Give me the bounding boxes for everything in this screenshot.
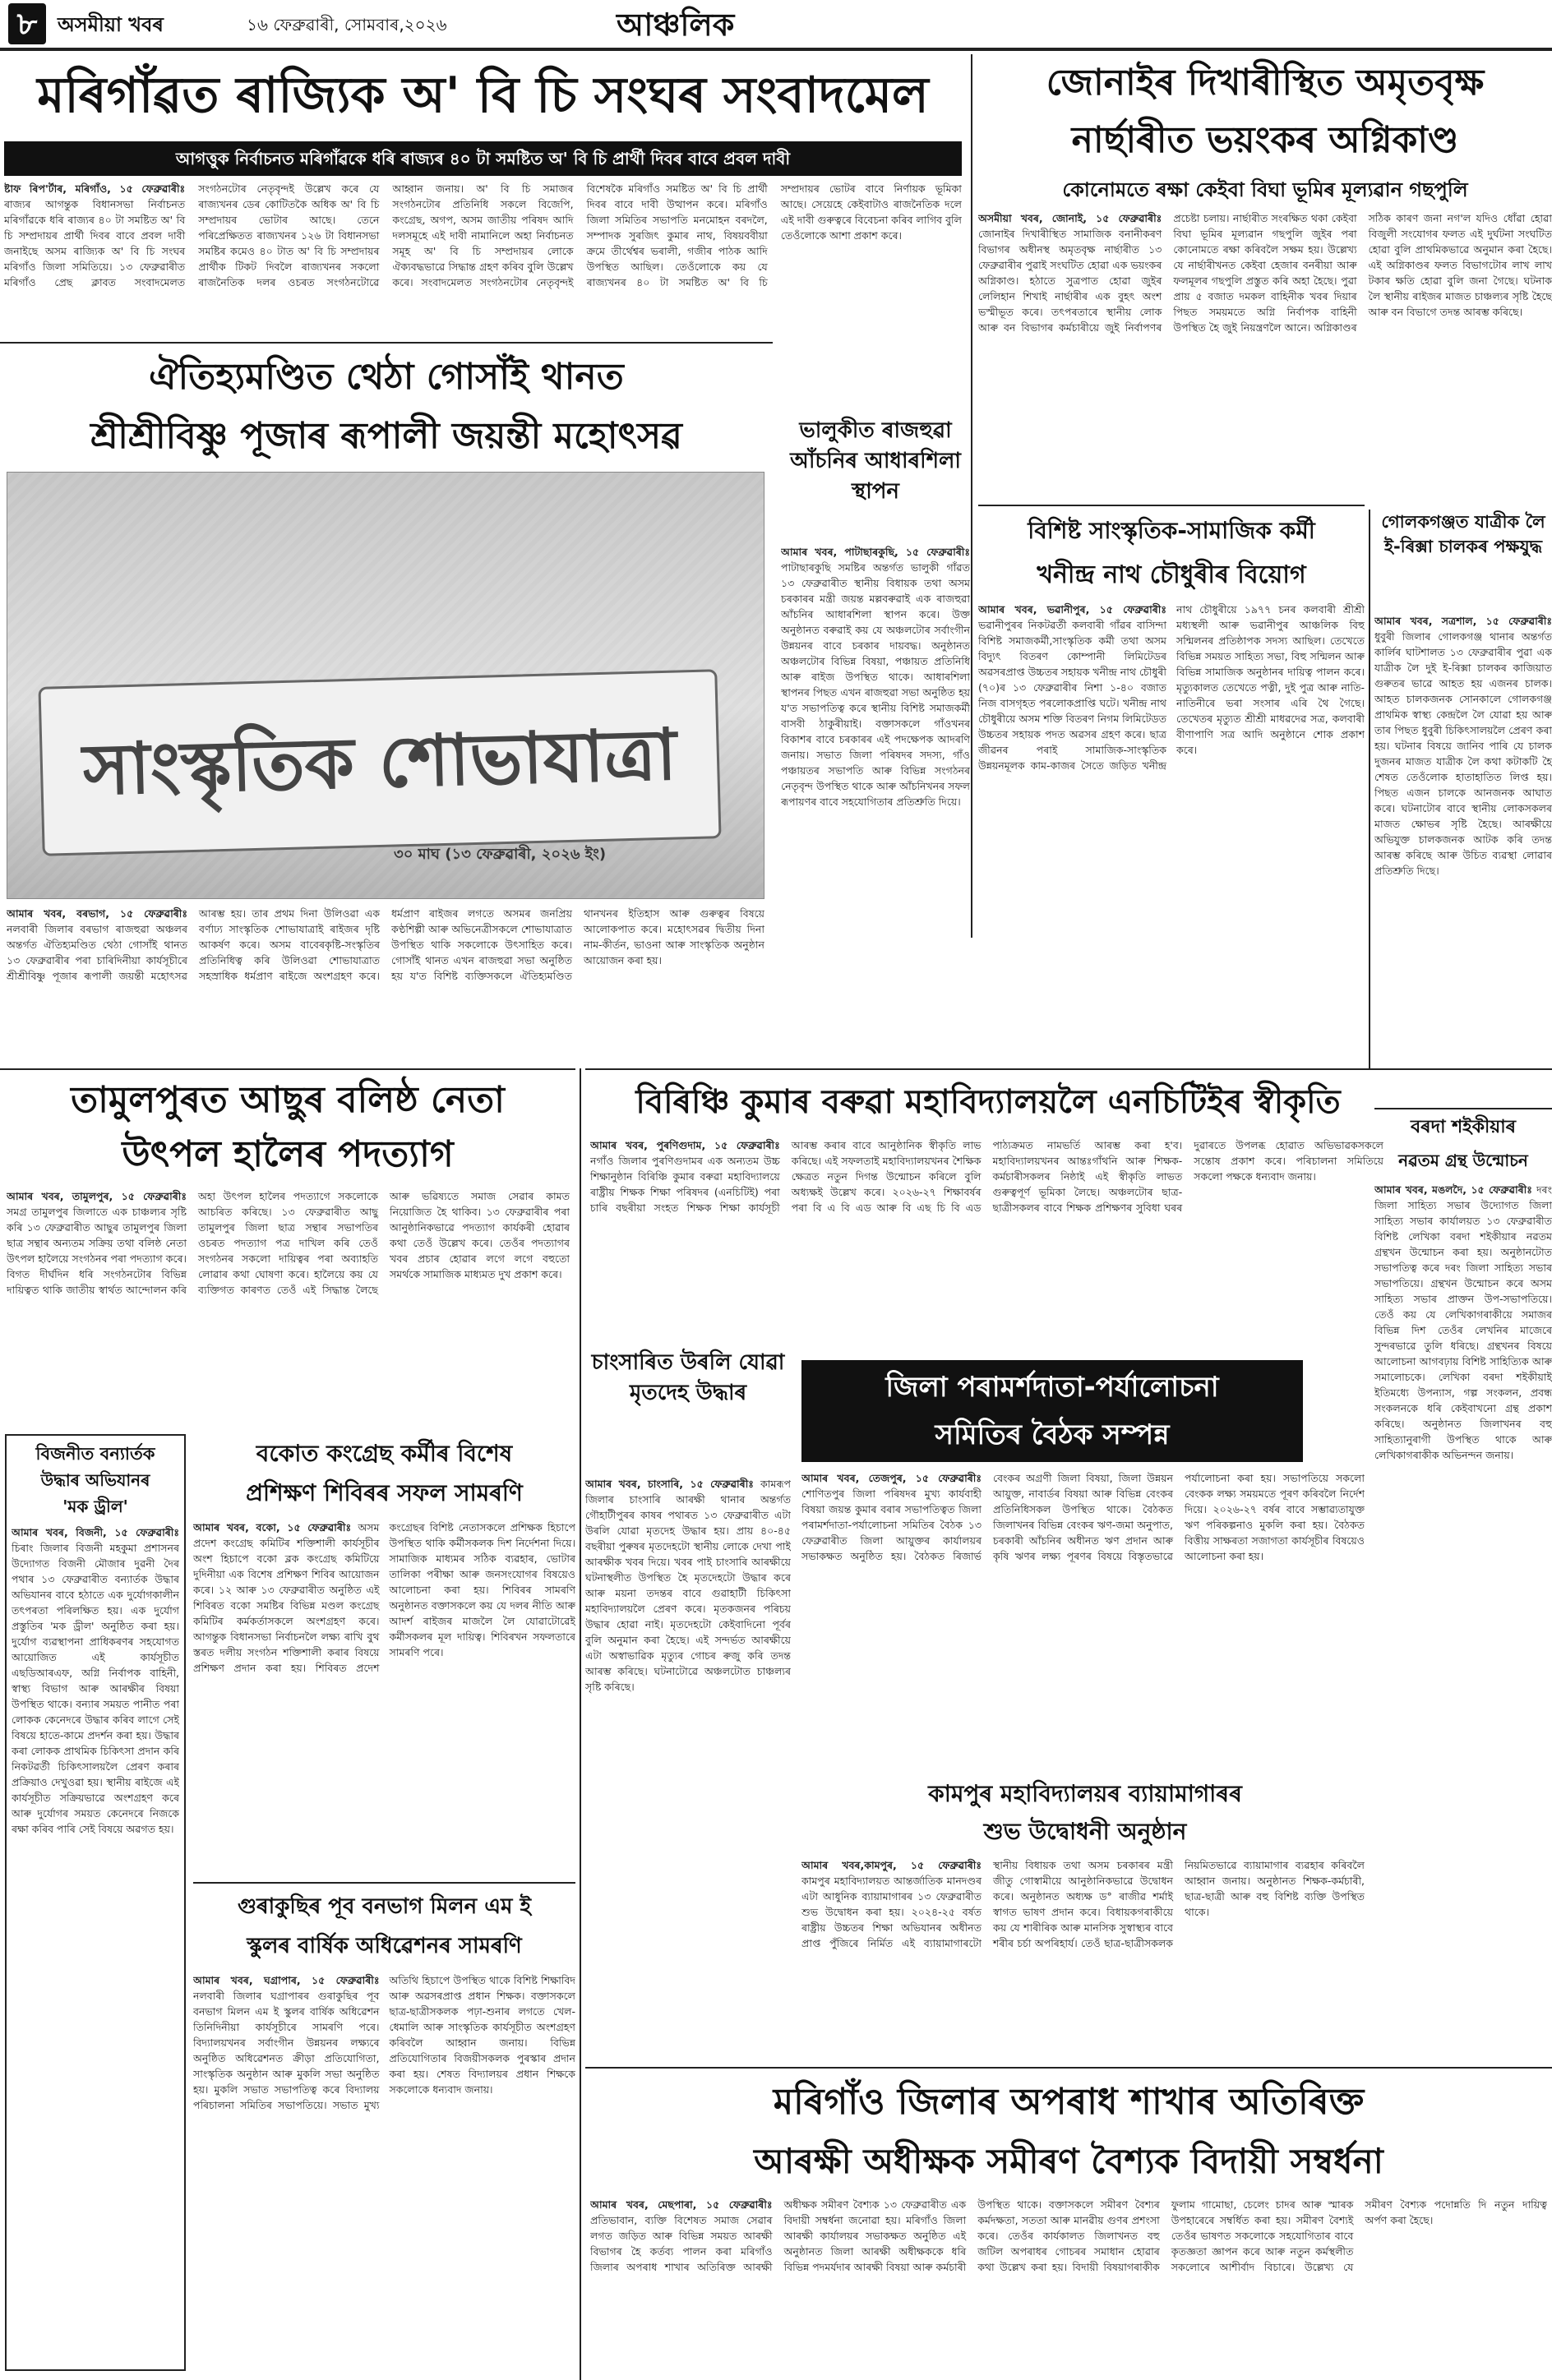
story-obc — [0, 54, 966, 338]
headline-line-2: শুভ উদ্বোধনী অনুষ্ঠান — [983, 1818, 1187, 1845]
headline-line-1: বৰদা শইকীয়াৰ — [1410, 1117, 1517, 1137]
story-body — [590, 1137, 1383, 1343]
headline-line-2: খনীন্দ্ৰ নাথ চৌধুৰীৰ বিয়োগ — [1037, 560, 1306, 589]
headline-line-2: প্ৰশিক্ষণ শিবিৰৰ সফল সামৰণি — [246, 1479, 523, 1506]
masthead — [0, 0, 1552, 51]
page-number: ৮ — [8, 3, 46, 44]
headline-line-1: বকোত কংগ্ৰেছ কৰ্মীৰ বিশেষ — [256, 1440, 513, 1467]
dateline: আমাৰ খবৰ, বিজনী, ১৫ ফেব্ৰুৱাৰীঃ — [12, 1526, 179, 1538]
headline-line-2: আৰক্ষী অধীক্ষক সমীৰণ বৈশ্যক বিদায়ী সম্বৰ্ধনা — [754, 2141, 1383, 2181]
body-text: কামৰূপ জিলাৰ চাংসাৰি আৰক্ষী থানাৰ অন্তৰ্গত গৌহাটীপুৰৰ কাষৰ পথাৰত ১৩ ফেব্ৰুৱাৰীত এটা উৰলি যোৱা মৃতদেহ উদ্ধাৰ হয়। প্ৰায় ৪০-৪৫ বছৰীয়া পুৰুষৰ মৃতদেহটো স্থানীয় লোকে দেখা পাই আৰক্ষীক খবৰ দিয়ে। খবৰ পাই চাংসাৰি আৰক্ষীয়ে ঘটনাস্থলীত উপস্থিত হৈ মৃতদেহটো উদ্ধাৰ কৰে আৰু ময়না তদন্তৰ বাবে গুৱাহাটী চিকিৎসা মহাবিদ্যালয়লৈ প্ৰেৰণ কৰে। মৃতকজনৰ পৰিচয় উদ্ধাৰ হোৱা নাই। মৃতদেহটো কেইবাদিনো পূৰ্বৰ বুলি অনুমান কৰা হৈছে। এই সন্দৰ্ভত আৰক্ষীয়ে এটা অস্বাভাৱিক মৃত্যুৰ গোচৰ ৰুজু কৰি তদন্ত আৰম্ভ কৰিছে। ঘটনাটোৱে অঞ্চলটোত চাঞ্চল্যৰ সৃষ্টি কৰিছে। — [585, 1478, 791, 1693]
dateline: আমাৰ খবৰ, তামুলপুৰ, ১৫ ফেব্ৰুৱাৰীঃ — [7, 1190, 187, 1202]
body-text: জোনাইৰ দিখাৰীস্থিত সামাজিক বনানীকৰণ বিভাগৰ অধীনস্থ অমৃতবৃক্ষ নাৰ্ছাৰীত ১৩ ফেব্ৰুৱাৰীৰ পুৱাই সংঘটিত হোৱা এক ভয়ংকৰ অগ্নিকাণ্ড। হঠাতে সুত্ৰপাত হোৱা জুইৰ লেলিহান শিখাই নাৰ্ছাৰীৰ এক বুহৎ অংশ ভস্মীভূত কৰে। তৎপৰতাৰে স্থানীয় লোক আৰু বন বিভাগৰ কৰ্মচাৰীয়ে জুই নিৰ্বাপণৰ প্ৰচেষ্টা চলায়। নাৰ্ছাৰীত সংৰক্ষিত থকা কেইবা বিঘা ভূমিৰ মূল্যৱান গছপুলি জুইৰ পৰা কোনোমতে ৰক্ষা কৰিবলৈ সক্ষম হয়। উল্লেখ্য যে নাৰ্ছাৰীখনত কেইবা হেজাৰ বনৰীয়া আৰু ফলমূলৰ গছপুলি প্ৰস্তুত কৰি অহা হৈছে। পুৱা প্ৰায় ৫ বজাত দমকল বাহিনীক খবৰ দিয়াৰ পিছত সময়মতে অগ্নি নিৰ্বাপক বাহিনী উপস্থিত হৈ জুই নিয়ন্ত্ৰণলৈ আনে। অগ্নিকাণ্ডৰ সঠিক কাৰণ জনা নগ'ল যদিও ধোঁৱা হোৱা বিজুলী সংযোগৰ ফলত এই দুৰ্ঘটনা সংঘটিত হোৱা বুলি প্ৰাথমিকভাৱে অনুমান কৰা হৈছে। এই অগ্নিকাণ্ডৰ ফলত বিভাগটোৰ লাখ লাখ টকাৰ ক্ষতি হোৱা বুলি জনা গৈছে। ঘটনাক লৈ স্থানীয় ৰাইজৰ মাজত চাঞ্চল্যৰ সৃষ্টি হৈছে আৰু বন বিভাগে তদন্ত আৰম্ভ কৰিছে। — [978, 212, 1552, 334]
headline-line-2: উৎপল হালৈৰ পদত্যাগ — [122, 1133, 454, 1175]
dateline: আমাৰ খবৰ, বকো, ১৫ ফেব্ৰুৱাৰীঃ — [193, 1521, 352, 1534]
headline-line-1: মৰিগাঁও জিলাৰ অপৰাধ শাখাৰ অতিৰিক্ত — [773, 2081, 1365, 2123]
dateline: আমাৰ খবৰ, ভৱানীপুৰ, ১৫ ফেব্ৰুৱাৰীঃ — [978, 603, 1166, 616]
story-utpal — [0, 1068, 575, 1430]
dateline: অসমীয়া খবৰ, জোনাই, ১৫ ফেব্ৰুৱাৰীঃ — [978, 212, 1162, 224]
headline-line-3: 'মক ড্ৰীল' — [62, 1497, 128, 1516]
section-rule — [585, 1068, 1552, 1070]
headline-line-1: ঐতিহ্যমণ্ডিত থেঠা গোসাঁই থানত — [149, 356, 624, 398]
headline-line-2: নৱতম গ্ৰন্থ উন্মোচন — [1398, 1151, 1528, 1170]
body-text: সমগ্ৰ তামুলপুৰ জিলাতে এক চাঞ্চল্যৰ সৃষ্টি কৰি ১৩ ফেব্ৰুৱাৰীত আছুৰ তামুলপুৰ জিলা ছাত্ৰ সন্থাৰ অন্যতম সক্ৰিয় তথা বলিষ্ঠ নেতা উৎপল হালৈয়ে সংগঠনৰ পৰা পদত্যাগ কৰে। বিগত দীৰ্ঘদিন ধৰি সংগঠনটোৰ বিভিন্ন দায়িত্বত থাকি জাতীয় স্বাৰ্থত আন্দোলন কৰি অহা উৎপল হালৈৰ পদত্যাগে সকলোকে আচৰিত কৰিছে। ১৩ ফেব্ৰুৱাৰীত আছু তামুলপুৰ জিলা ছাত্ৰ সন্থাৰ সভাপতিৰ ওচৰত পদত্যাগ পত্ৰ দাখিল কৰি তেওঁ সংগঠনৰ সকলো দায়িত্বৰ পৰা অব্যাহতি লোৱাৰ কথা ঘোষণা কৰে। হালৈয়ে কয় যে ব্যক্তিগত কাৰণত তেওঁ এই সিদ্ধান্ত লৈছে আৰু ভৱিষ্যতে সমাজ সেৱাৰ কামত নিয়োজিত হৈ থাকিব। ১৩ ফেব্ৰুৱাৰীৰ পৰা আনুষ্ঠানিকভাৱে পদত্যাগ কাৰ্যকৰী হোৱাৰ কথা তেওঁ উল্লেখ কৰে। তেওঁৰ পদত্যাগৰ খবৰ প্ৰচাৰ হোৱাৰ লগে লগে বহুতো সমৰ্থকে সামাজিক মাধ্যমত দুখ প্ৰকাশ কৰে। — [7, 1190, 570, 1296]
paper-name: অসমীয়া খবৰ — [58, 13, 164, 36]
column-divider — [1369, 510, 1370, 1068]
story-body — [193, 1972, 575, 2371]
section-rule — [585, 2067, 1552, 2069]
story-khanindra — [978, 510, 1365, 1068]
dateline: আমাৰ খবৰ, তেজপুৰ, ১৫ ফেব্ৰুৱাৰীঃ — [801, 1472, 982, 1484]
story-body — [801, 1857, 1365, 2059]
body-text: পাটাছাৰকুছি সমষ্টিৰ অন্তৰ্গত ভালুকী গাঁৱত ১৩ ফেব্ৰুৱাৰীত স্থানীয় বিধায়ক তথা অসম চৰকাৰৰ মন্ত্ৰী জয়ন্ত মল্লবৰুৱাই এক ৰাজহুৱা আঁচনিৰ আধাৰশিলা স্থাপন কৰে। উক্ত অনুষ্ঠানত বৰুৱাই কয় যে অঞ্চলটোৰ সৰ্বাংগীন উন্নয়নৰ বাবে চৰকাৰ দায়বদ্ধ। অনুষ্ঠানত অঞ্চলটোৰ বিভিন্ন বিষয়া, পঞ্চায়ত প্ৰতিনিধি আৰু ৰাইজ উপস্থিত থাকে। আধাৰশিলা স্থাপনৰ পিছত এখন ৰাজহুৱা সভা অনুষ্ঠিত হয় য'ত সভাপতিত্ব কৰে স্থানীয় বিশিষ্ট সমাজকৰ্মী বাসবী ঠাকুৰীয়াই। বক্তাসকলে গাঁওখনৰ বিকাশৰ বাবে চৰকাৰৰ এই পদক্ষেপক আদৰণি জনায়। সভাত জিলা পৰিষদৰ সদস্য, গাঁও পঞ্চায়তৰ সভাপতি আৰু বিভিন্ন সংগঠনৰ নেতৃবৃন্দ উপস্থিত থাকে আৰু আঁচনিখনৰ সফল ৰূপায়ণৰ বাবে সহযোগিতাৰ প্ৰতিশ্ৰুতি দিয়ে। — [781, 561, 970, 808]
dateline: আমাৰ খবৰ, ঘগ্ৰাপাৰ, ১৫ ফেব্ৰুৱাৰীঃ — [193, 1974, 380, 1986]
dateline: আমাৰ খবৰ, চাংসাৰি, ১৫ ফেব্ৰুৱাৰীঃ — [585, 1478, 754, 1490]
story-body — [4, 181, 962, 333]
headline-line-2: সমিতিৰ বৈঠক সম্পন্ন — [935, 1418, 1170, 1451]
story-bhalukia — [781, 416, 970, 1065]
headline: মৰিগাঁৱত ৰাজ্যিক অ' বি চি সংঘৰ সংবাদমেল — [37, 67, 929, 124]
dateline: আমাৰ খবৰ, সত্ৰশাল, ১৫ ফেব্ৰুৱাৰীঃ — [1374, 615, 1552, 627]
headline: বিৰিঞ্চি কুমাৰ বৰুৱা মহাবিদ্যালয়লৈ এনচিটিইৰ স্বীকৃতি — [635, 1083, 1341, 1121]
masthead-date: ১৬ ফেব্ৰুৱাৰী, সোমবাৰ,২০২৬ — [247, 15, 447, 35]
procession-banner — [38, 669, 721, 856]
story-body — [978, 210, 1552, 412]
story-gurukuchi — [193, 1882, 575, 2375]
story-body — [978, 602, 1365, 1062]
story-sp-farewell — [585, 2067, 1552, 2379]
story-body — [781, 544, 970, 1062]
headline-line-1: গুৰাকুছিৰ পূব বনভাগ মিলন এম ই — [237, 1894, 532, 1919]
body-text: ধুবুৰী জিলাৰ গোলকগঞ্জ থানাৰ অন্তৰ্গত কাৰ্লিৰ ঘাটশালত ১৩ ফেব্ৰুৱাৰীৰ পুৱা এক যাত্ৰীক লৈ দুই ই-ৰিক্সা চালকৰ কাজিয়াত গুৰুতৰ ভাৱে আহত হয় এজনৰ চালক। আহত চালকজনক সোনকালে গোলকগঞ্জ প্ৰাথমিক স্বাস্থ্য কেন্দ্ৰলৈ লৈ যোৱা হয় আৰু তাৰ পিছত ধুবুৰী চিকিৎসালয়লৈ প্ৰেৰণ কৰা হয়। ঘটনাৰ বিষয়ে জানিব পাৰি যে চালক দুজনৰ মাজত যাত্ৰীক লৈ কথা কটাকটি হৈ শেষত তেওঁলোক হাতাহাতিত লিপ্ত হয়। পিছত এজন চালকে আনজনক আঘাত কৰে। ঘটনাটোৰ বাবে স্থানীয় লোকসকলৰ মাজত ক্ষোভৰ সৃষ্টি হৈছে। আৰক্ষীয়ে অভিযুক্ত চালকজনক আটক কৰি তদন্ত আৰম্ভ কৰিছে আৰু উচিত ব্যৱস্থা লোৱাৰ প্ৰতিশ্ৰুতি দিছে। — [1374, 630, 1552, 877]
dateline: আমাৰ খবৰ, মঙলদৈ, ১৫ ফেব্ৰুৱাৰীঃ — [1374, 1183, 1532, 1196]
column-divider — [580, 1068, 581, 2380]
headline-box — [801, 1360, 1303, 1462]
body-text: ভৱানীপুৰৰ নিকটৱৰ্তী কলবাৰী গাঁৱৰ বাসিন্দা বিশিষ্ট সমাজকৰ্মী,সাংস্কৃতিক কৰ্মী তথা অসম বিদ্যুৎ বিতৰণ কোম্পানী লিমিটেডৰ অৱসৰপ্ৰাপ্ত উচ্চতৰ সহায়ক খনীন্দ্ৰ নাথ চৌধুৰী (৭০)ৰ ১৩ ফেব্ৰুৱাৰীৰ নিশা ১-৪০ বজাত নিজ বাসগৃহত পৰলোকপ্ৰাপ্তি ঘটে। খনীন্দ্ৰ নাথ চৌধুৰীয়ে অসম শক্তি বিতৰণ নিগম লিমিটেডত উচ্চতৰ সহায়ক পদত অৱসৰ গ্ৰহণ কৰে। ছাত্ৰ জীৱনৰ পৰাই সামাজিক-সাংস্কৃতিক উন্নয়নমূলক কাম-কাজৰ সৈতে জড়িত খনীন্দ্ৰ নাথ চৌধুৰীয়ে ১৯৭৭ চনৰ কলবাৰী শ্ৰীশ্ৰী মধ্যস্থলী আৰু ভৱানীপুৰ আঞ্চলিক বিহু সন্মিলনৰ প্ৰতিষ্ঠাপক সদস্য আছিল। তেখেতে বিভিন্ন সময়ত সাহিত্য সভা, বিহু সন্মিলন আৰু বিভিন্ন সামাজিক অনুষ্ঠানৰ দায়িত্ব পালন কৰে। মৃত্যুকালত তেখেতে পত্নী, দুই পুত্ৰ আৰু নাতি-নাতিনীৰে ভৰা সংসাৰ এৰি থৈ গৈছে। তেখেতৰ মৃত্যুত শ্ৰীশ্ৰী মাধৱদেৱ সত্ৰ, কলবাৰী বীণাপাণি সত্ৰ আদি অনুষ্ঠানে শোক প্ৰকাশ কৰে। — [978, 603, 1365, 772]
headline-line-1: জিলা পৰামৰ্শদাতা-পৰ্যালোচনা — [885, 1371, 1219, 1404]
story-golakganj — [1374, 510, 1552, 1109]
body-text: নগাঁও জিলাৰ পুৰণিগুদামৰ এক অন্যতম উচ্চ শিক্ষানুষ্ঠান বিৰিঞ্চি কুমাৰ বৰুৱা মহাবিদ্যালয়ে ৰাষ্ট্ৰীয় শিক্ষক শিক্ষা পৰিষদৰ (এনচিটিই) পৰা চাৰি বছৰীয়া সংহত শিক্ষক শিক্ষা কাৰ্যসূচী আৰম্ভ কৰাৰ বাবে আনুষ্ঠানিক স্বীকৃতি লাভ কৰিছে। এই সফলতাই মহাবিদ্যালয়খনৰ শৈক্ষিক ক্ষেত্ৰত নতুন দিগন্ত উন্মোচন কৰিলে বুলি অধ্যক্ষই উল্লেখ কৰে। ২০২৬-২৭ শিক্ষাবৰ্ষৰ পৰা বি এ বি এড আৰু বি এছ চি বি এড পাঠ্যক্ৰমত নামভৰ্তি আৰম্ভ কৰা হ'ব। মহাবিদ্যালয়খনৰ আন্তঃগাঁথনি আৰু শিক্ষক-কৰ্মচাৰীসকলৰ নিষ্ঠাই এই স্বীকৃতি লাভত গুৰুত্বপূৰ্ণ ভূমিকা লৈছে। অঞ্চলটোৰ ছাত্ৰ-ছাত্ৰীসকলৰ বাবে শিক্ষক প্ৰশিক্ষণৰ সুবিধা ঘৰৰ দুৱাৰতে উপলব্ধ হোৱাত অভিভাৱকসকলে সন্তোষ প্ৰকাশ কৰে। পৰিচালনা সমিতিয়ে সকলো পক্ষকে ধন্যবাদ জনায়। — [590, 1139, 1383, 1214]
headline-line-1: তামুলপুৰত আছুৰ বলিষ্ঠ নেতা — [71, 1079, 505, 1121]
body-text: দৰং জিলা সাহিত্য সভাৰ উদ্যোগত জিলা সাহিত্য সভাৰ কাৰ্যালয়ত ১৩ ফেব্ৰুৱাৰীত বিশিষ্ট লেখিকা বৰদা শইকীয়াৰ নৱতম গ্ৰন্থখন উন্মোচন কৰা হয়। অনুষ্ঠানটোত সভাপতিত্ব কৰে দৰং জিলা সাহিত্য সভাৰ সভাপতিয়ে। গ্ৰন্থখন উন্মোচন কৰে অসম সাহিত্য সভাৰ প্ৰাক্তন উপ-সভাপতিয়ে। তেওঁ কয় যে লেখিকাগৰাকীয়ে সমাজৰ বিভিন্ন দিশ তেওঁৰ লেখনিৰ মাজেৰে সুন্দৰভাৱে তুলি ধৰিছে। গ্ৰন্থখনৰ বিষয়ে আলোচনা আগবঢ়ায় বিশিষ্ট সাহিত্যিক আৰু সমালোচকে। লেখিকা বৰদা শইকীয়াই ইতিমধ্যে উপন্যাস, গল্প সংকলন, প্ৰবন্ধ সংকলনকে ধৰি কেইবাখনো গ্ৰন্থ প্ৰকাশ কৰিছে। অনুষ্ঠানত জিলাখনৰ বহু সাহিত্যানুৰাগী উপস্থিত থাকে আৰু লেখিকাগৰাকীক অভিনন্দন জনায়। — [1374, 1183, 1552, 1461]
column-divider — [971, 54, 972, 938]
section-label: আঞ্চলিক — [617, 7, 735, 43]
headline-line-2: শ্ৰীশ্ৰীবিষ্ণু পূজাৰ ৰূপালী জয়ন্তী মহোৎসৱ — [90, 415, 682, 457]
subhead: কোনোমতে ৰক্ষা কেইবা বিঘা ভূমিৰ মূল্যৱান গছপুলি — [1062, 178, 1468, 201]
story-changsari — [585, 1348, 791, 2063]
story-kampur-gym — [801, 1775, 1369, 2063]
banner-date: ৩০ মাঘ (১৩ ফেব্ৰুৱাৰী, ২০২৬ ইং) — [394, 846, 607, 863]
dateline: আমাৰ খবৰ, পাটাছাৰকুছি, ১৫ ফেব্ৰুৱাৰীঃ — [781, 546, 970, 558]
headline: গোলকগঞ্জত যাত্ৰীক লৈ ই-ৰিক্সা চালকৰ পক্ষযুদ্ধ — [1381, 512, 1545, 556]
dateline: আমাৰ খবৰ, মেছপাৰা, ১৫ ফেব্ৰুৱাৰীঃ — [590, 2198, 773, 2211]
body-text: অসম প্ৰদেশ কংগ্ৰেছ কমিটিৰ শক্তিশালী কাৰ্যসূচীৰ অংশ হিচাপে বকো ব্লক কংগ্ৰেছ কমিটিয়ে দুদিনীয়া এক বিশেষ প্ৰশিক্ষণ শিবিৰ আয়োজন কৰে। ১২ আৰু ১৩ ফেব্ৰুৱাৰীত অনুষ্ঠিত এই শিবিৰত বকো সমষ্টিৰ বিভিন্ন মণ্ডল কংগ্ৰেছ কমিটিৰ কৰ্মকৰ্তাসকলে অংশগ্ৰহণ কৰে। আগন্তুক বিধানসভা নিৰ্বাচনলৈ লক্ষ্য ৰাখি বুথ স্তৰত দলীয় সংগঠন শক্তিশালী কৰাৰ বিষয়ে প্ৰশিক্ষণ প্ৰদান কৰা হয়। শিবিৰত প্ৰদেশ কংগ্ৰেছৰ বিশিষ্ট নেতাসকলে প্ৰশিক্ষক হিচাপে উপস্থিত থাকি কৰ্মীসকলক দিশ নিৰ্দেশনা দিয়ে। সামাজিক মাধ্যমৰ সঠিক ব্যৱহাৰ, ভোটাৰ তালিকা পৰীক্ষা আৰু জনসংযোগৰ বিষয়েও আলোচনা কৰা হয়। শিবিৰৰ সামৰণি অনুষ্ঠানত বক্তাসকলে কয় যে দলৰ নীতি আৰু আদৰ্শ ৰাইজৰ মাজলৈ লৈ যোৱাটোৱেই কৰ্মীসকলৰ মূল দায়িত্ব। শিবিৰখন সফলতাৰে সামৰণি পৰে। — [193, 1521, 575, 1674]
headline-line-2: নাৰ্ছাৰীত ভয়ংকৰ অগ্নিকাণ্ড — [1071, 119, 1459, 161]
headline-line-1: বিজনীত বন্যাৰ্তক — [35, 1444, 155, 1464]
section-rule — [0, 342, 773, 344]
headline-line-1: জোনাইৰ দিখাৰীস্থিত অমৃতবৃক্ষ — [1046, 62, 1485, 104]
body-text: নলবাৰী জিলাৰ ঘগ্ৰাপাৰৰ গুৰাকুছিৰ পূব বনভাগ মিলন এম ই স্কুলৰ বাৰ্ষিক অধিৱেশন তিনিদিনীয়া কাৰ্যসূচীৰে সামৰণি পৰে। বিদ্যালয়খনৰ সৰ্বাংগীন উন্নয়নৰ লক্ষ্যৰে অনুষ্ঠিত অধিৱেশনত ক্ৰীড়া প্ৰতিযোগিতা, সাংস্কৃতিক অনুষ্ঠান আৰু মুকলি সভা অনুষ্ঠিত হয়। মুকলি সভাত সভাপতিত্ব কৰে বিদ্যালয় পৰিচালনা সমিতিৰ সভাপতিয়ে। সভাত মুখ্য অতিথি হিচাপে উপস্থিত থাকে বিশিষ্ট শিক্ষাবিদ আৰু অৱসৰপ্ৰাপ্ত প্ৰধান শিক্ষক। বক্তাসকলে ছাত্ৰ-ছাত্ৰীসকলক পঢ়া-শুনাৰ লগতে খেল-ধেমালি আৰু সাংস্কৃতিক কাৰ্যসূচীত অংশগ্ৰহণ কৰিবলৈ আহ্বান জনায়। বিভিন্ন প্ৰতিযোগিতাৰ বিজয়ীসকলক পুৰস্কাৰ প্ৰদান কৰা হয়। শেষত বিদ্যালয়ৰ প্ৰধান শিক্ষকে সকলোকে ধন্যবাদ জনায়। — [193, 1974, 575, 2111]
headline: চাংসাৰিত উৰলি যোৱা মৃতদেহ উদ্ধাৰ — [591, 1350, 785, 1405]
procession-photo — [7, 472, 764, 899]
dateline: আমাৰ খবৰ, পুৰণিগুদাম, ১৫ ফেব্ৰুৱাৰীঃ — [590, 1139, 780, 1151]
story-body — [7, 1188, 570, 1427]
dateline: আমাৰ খবৰ, বৰভাগ, ১৫ ফেব্ৰুৱাৰীঃ — [7, 907, 187, 920]
masthead-rule — [0, 48, 1552, 51]
headline-line-2: স্কুলৰ বাৰ্ষিক অধিৱেশনৰ সামৰণি — [247, 1934, 522, 1958]
body-text: কামপুৰ মহাবিদ্যালয়ত আন্তৰ্জাতিক মানদণ্ডৰ এটা আধুনিক ব্যায়ামাগাৰৰ ১৩ ফেব্ৰুৱাৰীত শুভ উদ্বোধন কৰা হয়। ২০২৪-২৫ বৰ্ষত ৰাষ্ট্ৰীয় উচ্চতৰ শিক্ষা অভিযানৰ অধীনত প্ৰাপ্ত পুঁজিৰে নিৰ্মিত এই ব্যায়ামাগাৰটো স্থানীয় বিধায়ক তথা অসম চৰকাৰৰ মন্ত্ৰী জীতু গোস্বামীয়ে আনুষ্ঠানিকভাৱে উদ্বোধন কৰে। অনুষ্ঠানত অধ্যক্ষ ড° ৰাজীৱ শৰ্মাই স্বাগত ভাষণ প্ৰদান কৰে। বিধায়কগৰাকীয়ে কয় যে শাৰীৰিক আৰু মানসিক সুস্বাস্থ্যৰ বাবে শৰীৰ চৰ্চা অপৰিহাৰ্য। তেওঁ ছাত্ৰ-ছাত্ৰীসকলক নিয়মিতভাৱে ব্যায়ামাগাৰ ব্যৱহাৰ কৰিবলৈ আহ্বান জনায়। অনুষ্ঠানত শিক্ষক-কৰ্মচাৰী, ছাত্ৰ-ছাত্ৰী আৰু বহু বিশিষ্ট ব্যক্তি উপস্থিত থাকে। — [801, 1859, 1365, 1949]
body-text: ৰাজ্যৰ আগন্তুক বিধানসভা নিৰ্বাচনত মৰিগাঁৱকে ধৰি ৰাজ্যৰ ৪০ টা সমষ্টিত অ' বি চি সম্প্ৰদায়ৰ প্ৰাৰ্থী দিবৰ বাবে প্ৰবল দাবী জনাইছে অসম ৰাজ্যিক অ' বি চি সংঘৰ মৰিগাঁও জিলা সমিতিয়ে। ১৩ ফেব্ৰুৱাৰীত মৰিগাঁও প্ৰেছ ক্লাবত সংবাদমেলত সংগঠনটোৰ নেতৃবৃন্দই উল্লেখ কৰে যে ৰাজ্যখনৰ ডেৰ কোটিতকৈ অধিক অ' বি চি সম্প্ৰদায়ৰ ভোটাৰ আছে। তেনে পৰিপ্ৰেক্ষিতত ৰাজ্যখনৰ ১২৬ টা বিধানসভা সমষ্টিৰ কমেও ৪০ টাত অ' বি চি সম্প্ৰদায়ৰ প্ৰাৰ্থীক টিকট দিবলৈ ৰাজ্যখনৰ সকলো ৰাজনৈতিক দলৰ ওচৰত সংগঠনটোৱে আহ্বান জনায়। অ' বি চি সমাজৰ সংগঠনটোৰ প্ৰতিনিধি সকলে বিজেপি, কংগ্ৰেছ, অগপ, অসম জাতীয় পৰিষদ আদি দলসমূহে এই দাবী নামানিলে অহা নিৰ্বাচনত সমূহ অ' বি চি সম্প্ৰদায়ৰ লোকে ঐক্যবদ্ধভাৱে সিদ্ধান্ত গ্ৰহণ কৰিব বুলি উল্লেখ কৰে। সংবাদমেলত সংগঠনটোৰ নেতৃবৃন্দই বিশেষকৈ মৰিগাঁও সমষ্টিত অ' বি চি প্ৰাৰ্থী দিবৰ বাবে দাবী উত্থাপন কৰে। মৰিগাঁও জিলা সমিতিৰ সভাপতি মনমোহন বৰদলৈ, সম্পাদক সুৰজিৎ কুমাৰ নাথ, বিষয়ববীয়া ক্ৰমে তীৰ্থেশ্বৰ ভৰালী, গজীৰ পাঠক আদি উপস্থিত আছিল। তেওঁলোকে কয় যে ৰাজ্যখনৰ ৪০ টা সমষ্টিত অ' বি চি সম্প্ৰদায়ৰ ভোটৰ বাবে নিৰ্ণায়ক ভূমিকা আছে। সেয়েহে কেইবাটাও ৰাজনৈতিক দলে এই দাবী গুৰুত্বৰে বিবেচনা কৰিব লাগিব বুলি তেওঁলোকে আশা প্ৰকাশ কৰে। — [4, 182, 962, 288]
story-body — [801, 1470, 1365, 1766]
story-body — [12, 1524, 179, 2363]
story-fire — [978, 54, 1552, 416]
story-body — [1374, 1182, 1552, 2061]
story-body — [193, 1520, 575, 1873]
story-body — [1374, 613, 1552, 1106]
story-borda — [1374, 1111, 1552, 2064]
headline-line-1: কামপুৰ মহাবিদ্যালয়ৰ ব্যায়ামাগাৰৰ — [928, 1780, 1242, 1807]
dateline: ষ্টাফ ৰিপ'ৰ্টাৰ, মৰিগাঁও, ১৫ ফেব্ৰুৱাৰীঃ — [4, 182, 186, 195]
headline-line-2: উদ্ধাৰ অভিযানৰ — [40, 1470, 150, 1490]
dateline: আমাৰ খবৰ,কামপুৰ, ১৫ ফেব্ৰুৱাৰীঃ — [801, 1859, 982, 1871]
story-body — [7, 906, 764, 1062]
story-bijni — [5, 1434, 186, 2371]
subhead-bar: আগত্তুক নিৰ্বাচনত মৰিগাঁৱকে ধৰি ৰাজ্যৰ ৪০ টা সমষ্টিত অ' বি চি প্ৰাৰ্থী দিবৰ বাবে প্ৰবল দাবী — [4, 141, 962, 176]
body-text: চিৰাং জিলাৰ বিজনী মহকুমা প্ৰশাসনৰ উদ্যোগত বিজনী মৌজাৰ দুৱনী দৈৰ পথাৰ ১৩ ফেব্ৰুৱাৰীত বন্যাৰ্তক উদ্ধাৰ অভিযানৰ বাবে হঠাতে এক দুৰ্যোগকালীন তৎপৰতা পৰিলক্ষিত হয়। এক দুৰ্যোগ প্ৰস্তুতিৰ 'মক ড্ৰীল' অনুষ্ঠিত কৰা হয়। দুৰ্যোগ ব্যৱস্থাপনা প্ৰাধিকৰণৰ সহযোগত আয়োজিত এই কাৰ্যসূচীত এছডিআৰএফ, অগ্নি নিৰ্বাপক বাহিনী, স্বাস্থ্য বিভাগ আৰু আৰক্ষীৰ বিষয়া উপস্থিত থাকে। বন্যাৰ সময়ত পানীত পৰা লোকক কেনেদৰে উদ্ধাৰ কৰিব লাগে সেই বিষয়ে হাতে-কামে প্ৰদৰ্শন কৰা হয়। উদ্ধাৰ কৰা লোকক প্ৰাথমিক চিকিৎসা প্ৰদান কৰি নিকটৱৰ্তী চিকিৎসালয়লৈ প্ৰেৰণ কৰাৰ প্ৰক্ৰিয়াও দেখুওৱা হয়। স্থানীয় ৰাইজে এই কাৰ্যসূচীত সক্ৰিয়ভাৱে অংশগ্ৰহণ কৰে আৰু দুৰ্যোগৰ সময়ত কেনেদৰে নিজকে ৰক্ষা কৰিব পাৰি সেই বিষয়ে অৱগত হয়। — [12, 1542, 179, 1835]
story-goshain — [0, 342, 773, 1065]
body-text: প্ৰতিভাবান, ব্যক্তি বিশেষত সমাজ সেৱাৰ লগত জড়িত আৰু বিভিন্ন সময়ত আৰক্ষী বিভাগৰ হৈ কৰ্তব্য পালন কৰা মৰিগাঁও জিলাৰ অপৰাধ শাখাৰ অতিৰিক্ত আৰক্ষী অধীক্ষক সমীৰণ বৈশ্যক ১৩ ফেব্ৰুৱাৰীত এক বিদায়ী সম্বৰ্ধনা জনোৱা হয়। মৰিগাঁও জিলা আৰক্ষী কাৰ্যালয়ৰ সভাকক্ষত অনুষ্ঠিত এই অনুষ্ঠানত জিলা আৰক্ষী অধীক্ষককে ধৰি বিভিন্ন পদমৰ্যদাৰ আৰক্ষী বিষয়া আৰু কৰ্মচাৰী উপস্থিত থাকে। বক্তাসকলে সমীৰণ বৈশ্যৰ কৰ্মদক্ষতা, সততা আৰু মানৱীয় গুণৰ প্ৰশংসা কৰে। তেওঁৰ কাৰ্যকালত জিলাখনত বহু জটিল অপৰাধৰ গোচৰৰ সমাধান হোৱাৰ কথা উল্লেখ কৰা হয়। বিদায়ী বিষয়াগৰাকীক ফুলাম গামোছা, চেলেং চাদৰ আৰু স্মাৰক উপহাৰেৰে সম্বৰ্ধিত কৰা হয়। সমীৰণ বৈশ্যই তেওঁৰ ভাষণত সকলোকে সহযোগিতাৰ বাবে কৃতজ্ঞতা জ্ঞাপন কৰে আৰু নতুন কৰ্মস্থলীত সকলোৰে আশীৰ্বাদ বিচাৰে। উল্লেখ্য যে সমীৰণ বৈশ্যক পদোন্নতি দি নতুন দায়িত্ব অৰ্পণ কৰা হৈছে। — [590, 2198, 1547, 2273]
section-rule — [193, 1882, 575, 1884]
headline: ভালুকীত ৰাজহুৱা আঁচনিৰ আধাৰশিলা স্থাপন — [790, 418, 961, 504]
story-district-committee — [801, 1360, 1369, 1771]
banner-text: সাংস্কৃতিক শোভাযাত্ৰা — [81, 713, 678, 812]
body-text: শোণিতপুৰ জিলা পৰিষদৰ মুখ্য কাৰ্যবাহী বিষয়া জয়ন্ত কুমাৰ বৰাৰ সভাপতিত্বত জিলা পৰামৰ্শদাতা-পৰ্যালোচনা সমিতিৰ বৈঠক ১৩ ফেব্ৰুৱাৰীত জিলা আয়ুক্তৰ কাৰ্যালয়ৰ সভাকক্ষত অনুষ্ঠিত হয়। বৈঠকত ৰিজাৰ্ভ বেংকৰ অগ্ৰণী জিলা বিষয়া, জিলা উন্নয়ন আয়ুক্ত, নাবাৰ্ডৰ বিষয়া আৰু বিভিন্ন বেংকৰ প্ৰতিনিধিসকল উপস্থিত থাকে। বৈঠকত জিলাখনৰ বিভিন্ন বেংকৰ ঋণ-জমা অনুপাত, চৰকাৰী আঁচনিৰ অধীনত ঋণ প্ৰদান আৰু কৃষি ঋণৰ লক্ষ্য পূৰণৰ বিষয়ে বিস্তৃতভাৱে পৰ্যালোচনা কৰা হয়। সভাপতিয়ে সকলো বেংকক লক্ষ্য সময়মতে পূৰণ কৰিবলৈ নিৰ্দেশ দিয়ে। ২০২৬-২৭ বৰ্ষৰ বাবে সম্ভাৱ্যতাযুক্ত ঋণ পৰিকল্পনাও মুকলি কৰা হয়। বৈঠকত বিত্তীয় সাক্ষৰতা সজাগতা কাৰ্যসূচীৰ বিষয়েও আলোচনা কৰা হয়। — [801, 1472, 1365, 1562]
body-text: নলবাৰী জিলাৰ বৰভাগ ৰাজহুৱা অঞ্চলৰ অন্তৰ্গত ঐতিহ্যমণ্ডিত থেঠা গোসাঁই থানত ১৩ ফেব্ৰুৱাৰীৰ পৰা চাৰিদিনীয়া কাৰ্যসূচীৰে শ্ৰীশ্ৰীবিষ্ণু পূজাৰ ৰূপালী জয়ন্তী মহোৎসৱ আৰম্ভ হয়। তাৰ প্ৰথম দিনা উলিওৱা এক বৰ্ণাঢ্য সাংস্কৃতিক শোভাযাত্ৰাই ৰাইজৰ দৃষ্টি আকৰ্ষণ কৰে। অসম বাবেৰকৃষ্টি-সংস্কৃতিৰ প্ৰতিনিধিত্ব কৰি উলিওৱা শোভাযাত্ৰাত সহস্ৰাধিক ধৰ্মপ্ৰাণ ৰাইজে অংশগ্ৰহণ কৰে। ধৰ্মপ্ৰাণ ৰাইজৰ লগতে অসমৰ জনপ্ৰিয় কণ্ঠশিল্পী আৰু অভিনেত্ৰীসকলে শোভাযাত্ৰাত উপস্থিত থাকি সকলোকে উৎসাহিত কৰে। গোসাঁই থানত এখন ৰাজহুৱা সভা অনুষ্ঠিত হয় য'ত বিশিষ্ট ব্যক্তিসকলে ঐতিহ্যমণ্ডিত থানখনৰ ইতিহাস আৰু গুৰুত্বৰ বিষয়ে আলোকপাত কৰে। মহোৎসৱৰ দ্বিতীয় দিনা নাম-কীৰ্তন, ভাওনা আৰু সাংস্কৃতিক অনুষ্ঠান আয়োজন কৰা হয়। — [7, 907, 764, 982]
story-bokot — [193, 1434, 575, 1878]
story-body — [590, 2197, 1547, 2376]
section-rule — [1374, 1108, 1552, 1109]
story-body — [585, 1476, 791, 2059]
headline-line-1: বিশিষ্ট সাংস্কৃতিক-সামাজিক কৰ্মী — [1028, 517, 1315, 544]
section-rule — [0, 1068, 575, 1070]
section-rule — [978, 505, 1365, 506]
